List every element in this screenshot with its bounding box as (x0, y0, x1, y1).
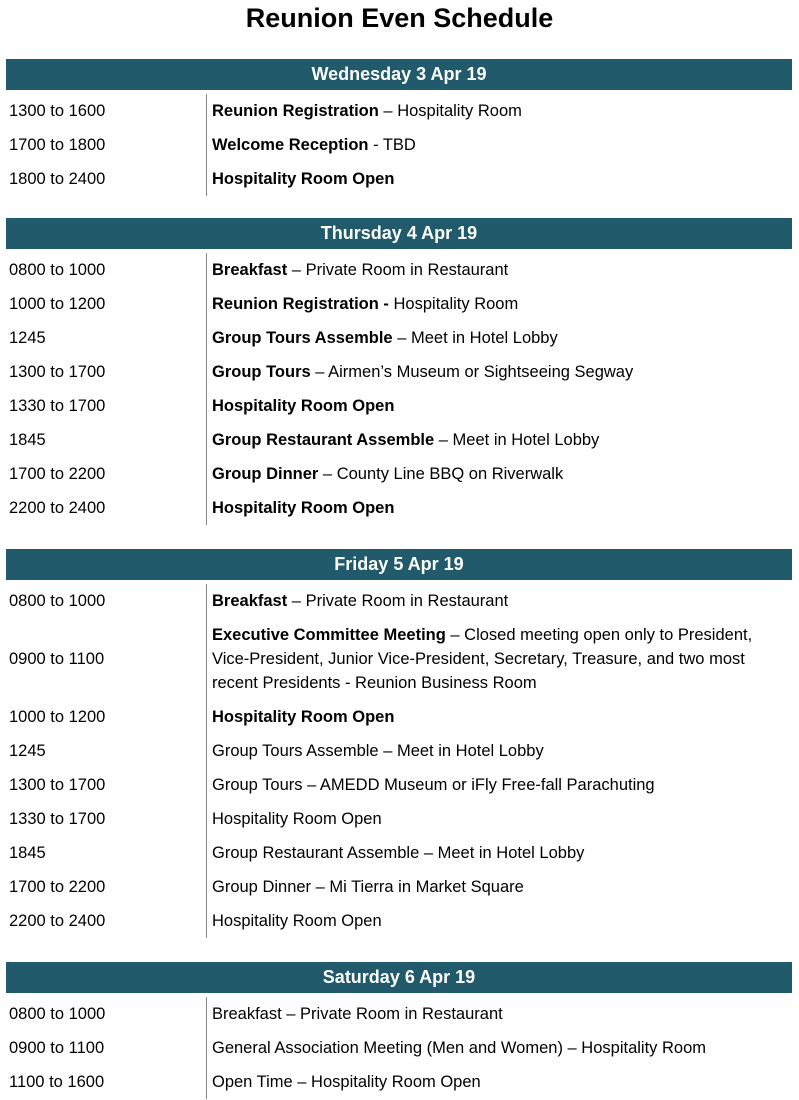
schedule-row (6, 389, 792, 423)
schedule-row (6, 870, 792, 904)
event-title: Group Tours Assemble (212, 329, 393, 347)
day-header: Thursday 4 Apr 19 (6, 218, 792, 249)
event-time: 1330 to 1700 (9, 397, 106, 415)
event-description-text (212, 326, 558, 350)
event-details: Hospitality Room Open (212, 912, 382, 930)
day-section-thursday (6, 218, 792, 525)
schedule-row (6, 1065, 792, 1099)
event-title: Welcome Reception (212, 136, 369, 154)
event-details: – Hospitality Room (378, 102, 522, 120)
event-description-text (212, 623, 792, 695)
day-header: Saturday 6 Apr 19 (6, 962, 792, 993)
day-section-friday (6, 549, 792, 938)
event-description (206, 355, 792, 389)
schedule-row (6, 618, 792, 700)
schedule-row (6, 128, 792, 162)
schedule-row (6, 355, 792, 389)
event-title: Hospitality Room Open (212, 170, 395, 188)
schedule-row (6, 584, 792, 618)
event-description-text (212, 167, 394, 191)
event-time: 0800 to 1000 (9, 592, 106, 610)
event-description (206, 491, 792, 525)
event-description (206, 618, 792, 700)
event-title: Hospitality Room Open (212, 397, 395, 415)
event-description (206, 162, 792, 196)
event-time: 1000 to 1200 (9, 708, 106, 726)
event-details: Open Time – Hospitality Room Open (212, 1073, 481, 1091)
event-time: 0800 to 1000 (9, 1005, 106, 1023)
schedule-row (6, 423, 792, 457)
event-description (206, 1031, 792, 1065)
event-description-text (212, 292, 518, 316)
event-details: – Meet in Hotel Lobby (434, 431, 600, 449)
event-description (206, 287, 792, 321)
event-description-text (212, 1070, 481, 1094)
event-description (206, 457, 792, 491)
event-time: 1300 to 1700 (9, 776, 106, 794)
event-list (6, 94, 792, 196)
schedule-row (6, 287, 792, 321)
event-title: Group Dinner (212, 465, 319, 483)
event-time: 1300 to 1600 (9, 102, 106, 120)
event-details: Group Restaurant Assemble – Meet in Hotel Lobby (212, 844, 585, 862)
schedule-row (6, 162, 792, 196)
event-time: 2200 to 2400 (9, 912, 106, 930)
event-description (206, 94, 792, 128)
event-title: Executive Committee Meeting (212, 626, 446, 644)
event-title: Reunion Registration (212, 102, 379, 120)
event-description-text (212, 1002, 503, 1026)
event-description-text (212, 875, 524, 899)
event-title: Hospitality Room Open (212, 499, 395, 517)
event-details: – Closed meeting open only to President, Vice-President, Junior Vice-President, Secretary, Treasure, and two most recent Presidents - Reunion Business Room (212, 626, 753, 692)
event-description-text (212, 496, 394, 520)
event-description (206, 700, 792, 734)
event-time: 1330 to 1700 (9, 810, 106, 828)
event-description-text (212, 133, 416, 157)
event-time: 0800 to 1000 (9, 261, 106, 279)
event-time: 1800 to 2400 (9, 170, 106, 188)
event-description (206, 997, 792, 1031)
event-description-text (212, 909, 382, 933)
event-time: 1245 (9, 742, 46, 760)
schedule-row (6, 997, 792, 1031)
schedule-row (6, 836, 792, 870)
event-description-text (212, 394, 394, 418)
schedule-row (6, 457, 792, 491)
event-time: 1845 (9, 844, 46, 862)
event-description-text (212, 841, 584, 865)
event-details: Group Tours Assemble – Meet in Hotel Lobby (212, 742, 544, 760)
schedule-row (6, 700, 792, 734)
event-details: – Private Room in Restaurant (287, 261, 509, 279)
event-description-text (212, 360, 633, 384)
event-time: 1700 to 1800 (9, 136, 106, 154)
event-description (206, 128, 792, 162)
event-time: 1845 (9, 431, 46, 449)
event-time: 2200 to 2400 (9, 499, 106, 517)
event-details: Breakfast – Private Room in Restaurant (212, 1005, 503, 1023)
event-details: - TBD (368, 136, 416, 154)
event-details: – Meet in Hotel Lobby (392, 329, 558, 347)
event-description (206, 253, 792, 287)
event-list (6, 584, 792, 938)
event-description (206, 423, 792, 457)
page-title: Reunion Even Schedule (245, 3, 554, 33)
event-description-text (212, 462, 563, 486)
event-details: General Association Meeting (Men and Women) – Hospitality Room (212, 1039, 707, 1057)
event-list (6, 253, 792, 525)
schedule-row (6, 321, 792, 355)
event-time: 0900 to 1100 (9, 1039, 105, 1057)
event-time: 1700 to 2200 (9, 878, 106, 896)
event-description-text (212, 773, 655, 797)
day-header: Wednesday 3 Apr 19 (6, 59, 792, 90)
event-description (206, 734, 792, 768)
event-details: Group Tours – AMEDD Museum or iFly Free-fall Parachuting (212, 776, 655, 794)
event-description-text (212, 1036, 706, 1060)
event-description-text (212, 428, 599, 452)
event-title: Reunion Registration - (212, 295, 389, 313)
event-description-text (212, 99, 522, 123)
event-description (206, 836, 792, 870)
event-details: Hospitality Room Open (212, 810, 382, 828)
event-description-text (212, 258, 508, 282)
event-time: 0900 to 1100 (9, 650, 105, 668)
schedule-row (6, 94, 792, 128)
day-section-wednesday (6, 59, 792, 196)
event-description (206, 321, 792, 355)
event-description (206, 389, 792, 423)
event-time: 1100 to 1600 (9, 1073, 105, 1091)
event-description-text (212, 807, 382, 831)
schedule-row (6, 491, 792, 525)
schedule-row (6, 734, 792, 768)
event-title: Group Restaurant Assemble (212, 431, 435, 449)
event-title: Hospitality Room Open (212, 708, 395, 726)
schedule-row (6, 768, 792, 802)
event-details: – County Line BBQ on Riverwalk (318, 465, 564, 483)
schedule-row (6, 904, 792, 938)
event-time: 1000 to 1200 (9, 295, 106, 313)
event-details: Group Dinner – Mi Tierra in Market Square (212, 878, 524, 896)
event-description-text (212, 589, 508, 613)
schedule-row (6, 802, 792, 836)
event-title: Breakfast (212, 592, 288, 610)
event-time: 1245 (9, 329, 46, 347)
event-description (206, 1065, 792, 1099)
event-description (206, 904, 792, 938)
event-description (206, 802, 792, 836)
schedule-row (6, 1031, 792, 1065)
event-description-text (212, 739, 544, 763)
event-time: 1700 to 2200 (9, 465, 106, 483)
event-details: – Private Room in Restaurant (287, 592, 509, 610)
day-section-saturday (6, 962, 792, 1099)
event-time: 1300 to 1700 (9, 363, 106, 381)
event-title: Breakfast (212, 261, 288, 279)
schedule-row (6, 253, 792, 287)
event-description (206, 584, 792, 618)
event-details: Hospitality Room (388, 295, 519, 313)
event-details: – Airmen’s Museum or Sightseeing Segway (310, 363, 634, 381)
event-title: Group Tours (212, 363, 311, 381)
event-description (206, 870, 792, 904)
event-description (206, 768, 792, 802)
event-list (6, 997, 792, 1099)
day-header: Friday 5 Apr 19 (6, 549, 792, 580)
event-description-text (212, 705, 394, 729)
